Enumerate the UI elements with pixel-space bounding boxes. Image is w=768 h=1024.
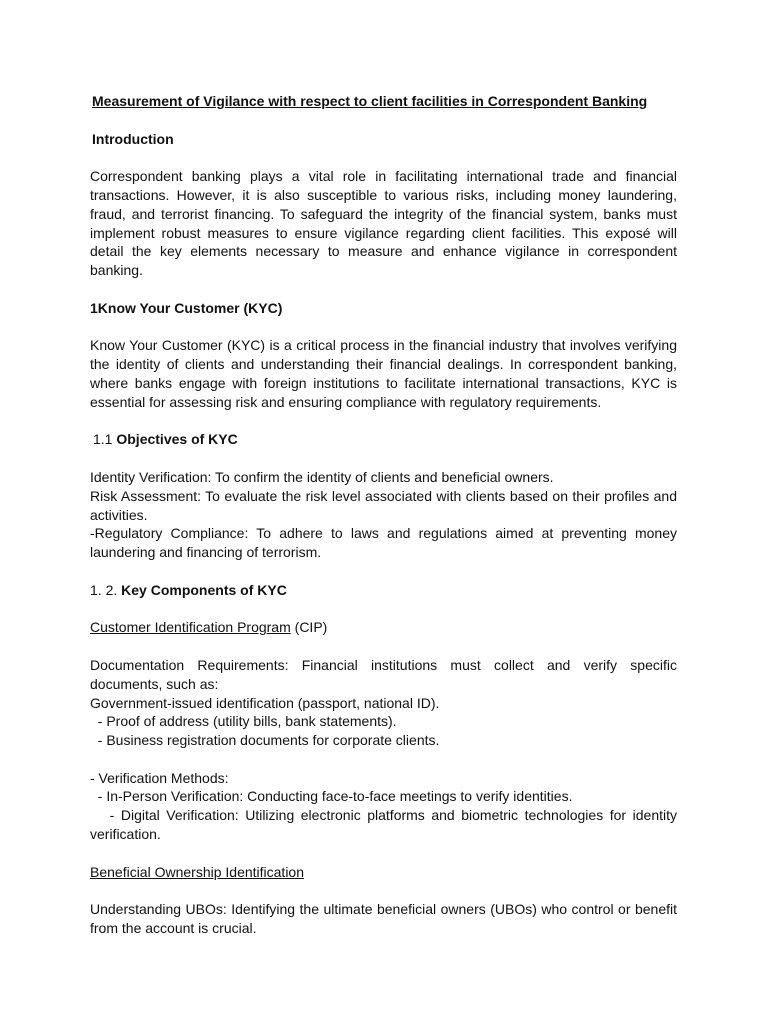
spacer (90, 449, 677, 468)
document-page (90, 92, 681, 938)
spacer (90, 750, 677, 769)
verification-digital: - Digital Verification: Utilizing electronic platforms and biometric technologies for identity verification. (90, 807, 681, 843)
objective-risk: Risk Assessment: To evaluate the risk level associated with clients based on their profiles and activities. (90, 487, 677, 523)
cip-heading: Customer Identification Program (90, 619, 291, 636)
doc-gov-id: Government-issued identification (passport, national ID). (90, 694, 440, 711)
components-heading: Key Components of KYC (121, 581, 287, 598)
objectives-number: 1.1 (93, 431, 117, 448)
verification-methods: - Verification Methods: (90, 769, 229, 786)
doc-requirements: Documentation Requirements: Financial institutions must collect and verify specific documents, such as: (90, 656, 677, 692)
kyc-paragraph: Know Your Customer (KYC) is a critical process in the financial industry that involves verifying the identity of clients and understanding their financial dealings. In correspondent banking, where banks engage with foreign institutions to facilitate international transactions, KYC is essential for assessing risk and ensuring compliance with regulatory requirements. (90, 337, 677, 410)
components-heading-line (90, 581, 677, 600)
spacer (90, 600, 677, 619)
spacer (90, 412, 677, 431)
doc-business: - Business registration documents for corporate clients. (90, 732, 440, 749)
cip-suffix: (CIP) (290, 619, 328, 636)
kyc-heading: 1Know Your Customer (KYC) (90, 299, 283, 316)
verification-in-person: - In-Person Verification: Conducting face-to-face meetings to verify identities. (90, 788, 573, 805)
spacer (90, 111, 677, 130)
spacer (90, 844, 677, 863)
spacer (90, 881, 677, 900)
spacer (90, 562, 677, 581)
document-title: Measurement of Vigilance with respect to client facilities in Correspondent Banking (92, 93, 648, 109)
intro-paragraph: Correspondent banking plays a vital role in facilitating international trade and financial transactions. However, it is also susceptible to various risks, including money laundering, fraud, and terrorist financing. To safeguard the integrity of the financial system, banks must implement robust measures to ensure vigilance regarding client facilities. This exposé will detail the key elements necessary to measure and enhance vigilance in correspondent banking. (90, 168, 677, 279)
doc-address: - Proof of address (utility bills, bank statements). (90, 713, 397, 730)
objective-identity: Identity Verification: To confirm the identity of clients and beneficial owners. (90, 468, 554, 485)
objectives-heading: Objectives of KYC (116, 431, 238, 448)
cip-heading-line (90, 618, 677, 637)
bo-heading: Beneficial Ownership Identification (90, 863, 305, 880)
ubo-paragraph: Understanding UBOs: Identifying the ultimate beneficial owners (UBOs) who control or benefit from the account is crucial. (90, 901, 677, 937)
objectives-heading-line (90, 430, 677, 449)
spacer (90, 148, 677, 167)
objective-compliance: -Regulatory Compliance: To adhere to laws and regulations aimed at preventing money laundering and financing of terrorism. (90, 525, 677, 561)
components-number: 1. 2. (90, 581, 122, 598)
spacer (90, 637, 677, 656)
intro-heading: Introduction (92, 130, 174, 147)
spacer (90, 280, 677, 299)
spacer (90, 318, 677, 337)
